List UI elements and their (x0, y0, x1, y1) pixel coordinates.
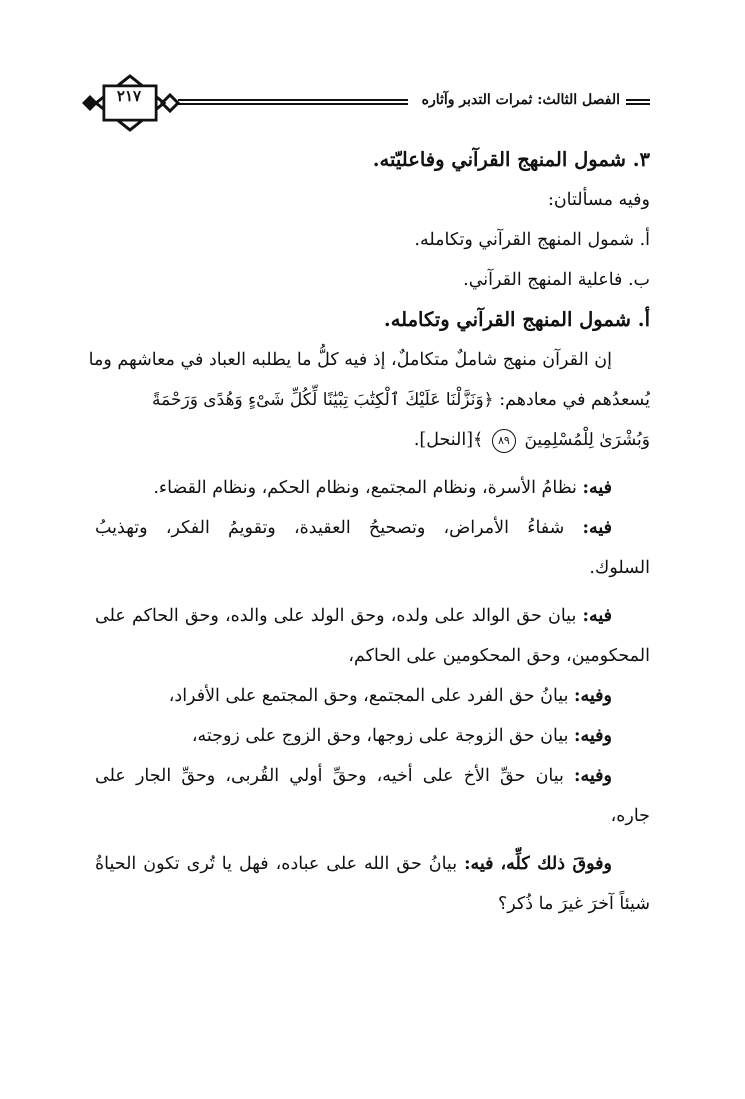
verse-number-badge: ٨٩ (492, 429, 516, 453)
item-lead: وفيه: (574, 766, 612, 786)
subheading-a: أ. شمول المنهج القرآني وتكامله. (383, 308, 650, 331)
item-text: بيانُ حق الفرد على المجتمع، وحق المجتمع على الأفراد، (168, 686, 569, 706)
item-text: بيان حق الزوجة على زوجها، وحق الزوج على زوجته، (191, 726, 569, 746)
header-rule-end (626, 99, 650, 105)
quran-verse: ﴿وَنَزَّلْنَا عَلَيْكَ ٱلْكِتَٰبَ تِبْيَٰنًا لِّكُلِّ شَىْءٍ وَهُدًى وَرَحْمَةً (152, 390, 494, 410)
verse-reference: ﴾[النحل]. (413, 430, 484, 450)
item-text: شفاءُ الأمراض، وتصحيحُ العقيدة، وتقويمُ الفكر، وتهذيبُ (95, 518, 565, 538)
quran-verse: وَبُشْرَىٰ لِلْمُسْلِمِينَ (524, 430, 650, 450)
item-text: نظامُ الأسرة، ونظام المجتمع، ونظام الحكم، ونظام القضاء. (153, 478, 577, 498)
issue-b: ب. فاعلية المنهج القرآني. (463, 270, 650, 290)
paragraph-line (95, 385, 650, 415)
item-text: بيان حقِّ الأخ على أخيه، وحقِّ أولي القُربى، وحقِّ الجار على (95, 766, 564, 786)
closing-lead: وفوقَ ذلك كلِّه، (500, 854, 612, 874)
item-lead: فيه: (582, 518, 612, 538)
item-lead: وفيه: (574, 686, 612, 706)
list-item-continuation: السلوك. (589, 558, 650, 578)
list-item-continuation: المحكومين، وحق المحكومين على الحاكم، (348, 646, 650, 666)
list-item (95, 473, 650, 503)
list-item (95, 513, 650, 543)
list-item-continuation: جاره، (610, 806, 650, 826)
list-item (95, 761, 650, 791)
item-lead: فيه: (582, 478, 612, 498)
item-text: بيان حق الوالد على ولده، وحق الولد على والده، وحق الحاكم على (95, 606, 577, 626)
page-body (88, 145, 650, 937)
item-lead: وفيه: (574, 726, 612, 746)
item-lead: فيه: (464, 854, 494, 874)
closing-continuation: شيئاً آخرَ غيرَ ما ذُكر؟ (497, 894, 650, 914)
closing-paragraph (95, 849, 650, 879)
item-lead: فيه: (582, 606, 612, 626)
paragraph-line (95, 425, 650, 455)
section-heading: ٣. شمول المنهج القرآني وفاعليّته. (372, 148, 650, 171)
header-rule (178, 99, 408, 105)
paragraph-line: إن القرآن منهج شاملٌ متكاملٌ، إذ فيه كلُّ ما يطلبه العباد في معاشهم وما (88, 350, 612, 370)
list-item (95, 681, 650, 711)
issue-a: أ. شمول المنهج القرآني وتكامله. (414, 230, 650, 250)
list-item (95, 721, 650, 751)
closing-text: بيانُ حق الله على عباده، فهل يا تُرى تكون الحياةُ (95, 854, 458, 874)
page-header (80, 72, 650, 142)
running-title: الفصل الثالث: ثمرات التدبر وآثاره (421, 92, 620, 108)
intro-text: وفيه مسألتان: (547, 190, 650, 210)
paragraph-text: يُسعدُهم في معادهم: (499, 390, 650, 410)
list-item (95, 601, 650, 631)
page-number: ٢١٧ (116, 87, 142, 105)
